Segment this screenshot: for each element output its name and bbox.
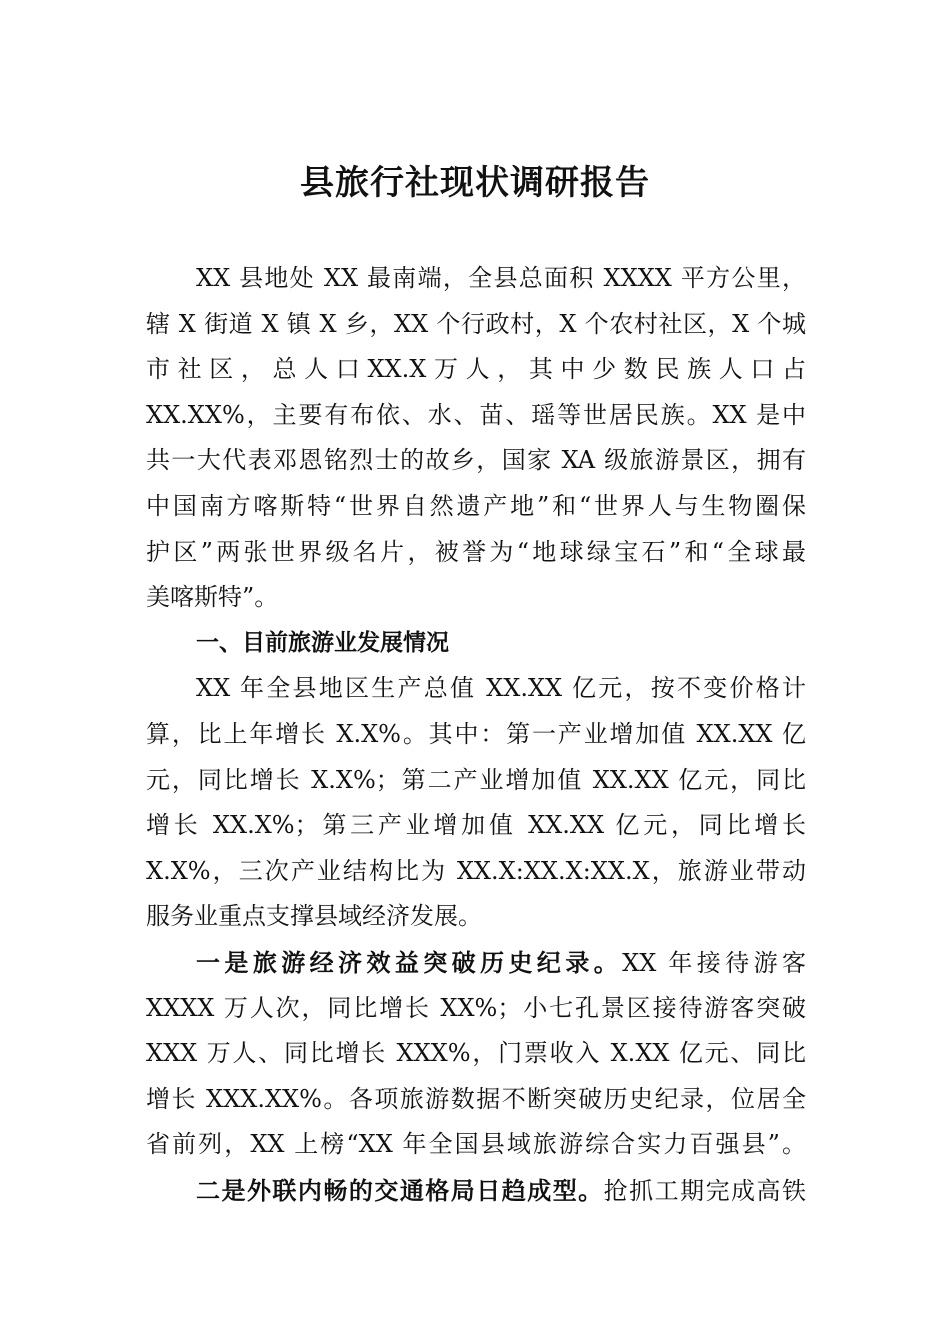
- paragraph-2-line-1: XX 年全县地区生产总值 XX.XX 亿元，按不变价格计: [196, 674, 806, 703]
- paragraph-3-line-2: XXXX 万人次，同比增长 XX%；小七孔景区接待游客突破: [146, 993, 806, 1022]
- document-title: 县旅行社现状调研报告: [300, 163, 650, 203]
- paragraph-3-line-1: [146, 940, 806, 986]
- paragraph-4-first-rest: 抢抓工期完成高铁: [603, 1176, 807, 1205]
- paragraph-1-line-4: XX.XX%，主要有布依、水、苗、瑶等世居民族。XX 是中: [146, 400, 806, 429]
- paragraph-1-line-7: 护区”两张世界级名片，被誉为“地球绿宝石”和“全球最: [146, 537, 806, 566]
- paragraph-2-line-4: 增长 XX.X%；第三产业增加值 XX.XX 亿元，同比增长: [146, 811, 806, 840]
- paragraph-3-line-4: 增长 XXX.XX%。各项旅游数据不断突破历史纪录，位居全: [146, 1084, 806, 1113]
- paragraph-1-line-3: 市 社 区 ， 总 人 口 XX.X 万 人 ， 其 中 少 数 民 族 人 口 占: [146, 355, 806, 384]
- paragraph-2-line-2: 算，比上年增长 X.X%。其中：第一产业增加值 XX.XX 亿: [146, 719, 806, 748]
- section-heading-1: 一、目前旅游业发展情况: [196, 629, 449, 656]
- paragraph-1-line-5: 共一大代表邓恩铭烈士的故乡，国家 XA 级旅游景区，拥有: [146, 446, 806, 475]
- paragraph-3-line-5: 省前列，XX 上榜“XX 年全国县域旅游综合实力百强县”。: [146, 1130, 806, 1159]
- paragraph-2-line-5: X.X%，三次产业结构比为 XX.X:XX.X:XX.X，旅游业带动: [146, 856, 806, 885]
- paragraph-3-line-3: XXX 万人、同比增长 XXX%，门票收入 X.XX 亿元、同比: [146, 1039, 806, 1068]
- paragraph-1-line-6: 中国南方喀斯特“世界自然遗产地”和“世界人与生物圈保: [146, 491, 806, 520]
- paragraph-4-lead: 二是外联内畅的交通格局日趋成型。: [196, 1175, 604, 1205]
- paragraph-3-lead: 一是旅游经济效益突破历史纪录。: [196, 947, 623, 977]
- paragraph-1-line-2: 辖 X 街道 X 镇 X 乡，XX 个行政村，X 个农村社区，X 个城: [146, 309, 806, 338]
- paragraph-3-first-rest: XX 年接待游客: [622, 948, 806, 977]
- paragraph-2-line-3: 元，同比增长 X.X%；第二产业增加值 XX.XX 亿元，同比: [146, 765, 806, 794]
- paragraph-1-line-1: XX 县地处 XX 最南端，全县总面积 XXXX 平方公里，: [196, 264, 806, 292]
- document-body: [146, 256, 806, 1213]
- paragraph-1-line-8: 美喀斯特”。: [146, 583, 279, 612]
- paragraph-4-line-1: [146, 1168, 806, 1214]
- paragraph-2-line-6: 服务业重点支撑县域经济发展。: [146, 902, 482, 931]
